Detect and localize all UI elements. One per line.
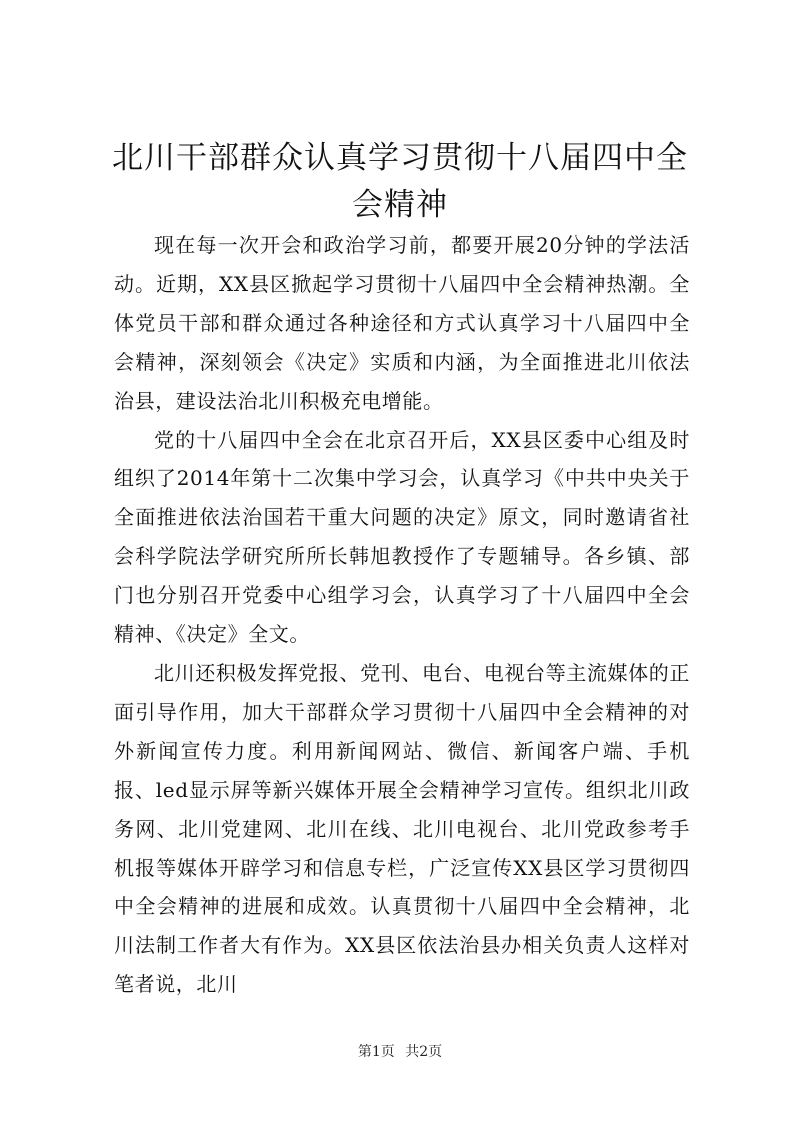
document-body	[114, 226, 690, 1004]
document-title: 北川干部群众认真学习贯彻十八届四中全会精神	[112, 140, 688, 223]
paragraph-3: 北川还积极发挥党报、党刊、电台、电视台等主流媒体的正面引导作用，加大干部群众学习贯彻十八届四中全会精神的对外新闻宣传力度。利用新闻网站、微信、新闻客户端、手机报、led显示屏等新兴媒体开展全会精神学习宣传。组织北川政务网、北川党建网、北川在线、北川电视台、北川党政参考手机报等媒体开辟学习和信息专栏，广泛宣传XX县区学习贯彻四中全会精神的进展和成效。认真贯彻十八届四中全会精神，北川法制工作者大有作为。XX县区依法治县办相关负责人这样对笔者说，北川	[114, 660, 690, 997]
page-number: 第1页	[357, 1044, 395, 1060]
paragraph-2: 党的十八届四中全会在北京召开后，XX县区委中心组及时组织了2014年第十二次集中学习会，认真学习《中共中央关于全面推进依法治国若干重大问题的决定》原文，同时邀请省社会科学院法学研究所所长韩旭教授作了专题辅导。各乡镇、部门也分别召开党委中心组学习会，认真学习了十八届四中全会精神、《决定》全文。	[114, 427, 690, 647]
page-total: 共2页	[405, 1044, 443, 1060]
page-footer	[0, 1043, 800, 1061]
paragraph-1: 现在每一次开会和政治学习前，都要开展20分钟的学法活动。近期，XX县区掀起学习贯彻十八届四中全会精神热潮。全体党员干部和群众通过各种途径和方式认真学习十八届四中全会精神，深刻领会《决定》实质和内涵，为全面推进北川依法治县，建设法治北川积极充电增能。	[114, 233, 690, 413]
